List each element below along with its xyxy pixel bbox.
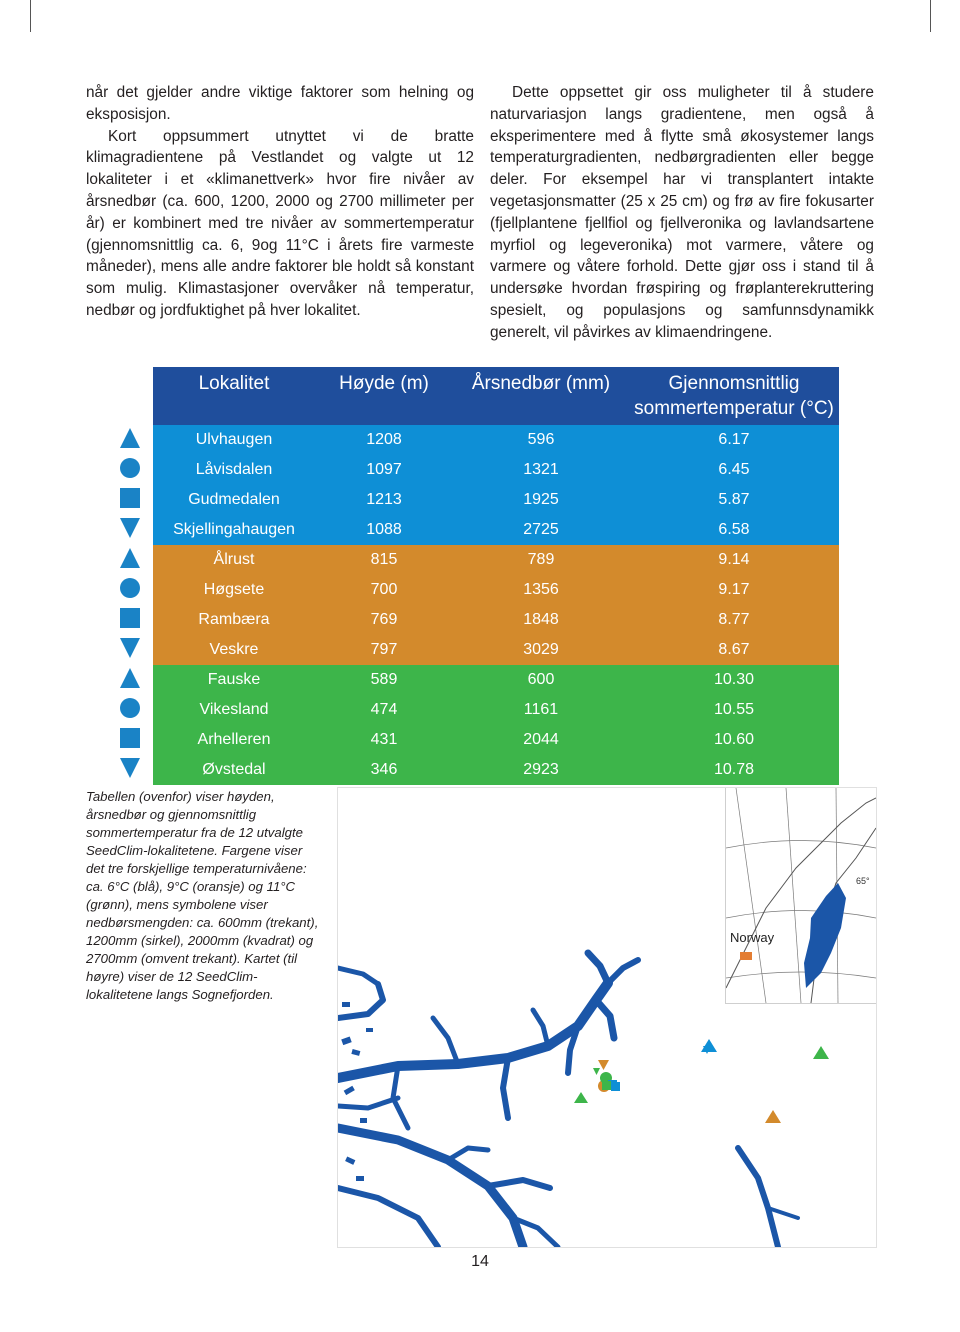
- locality-name-cell: Skjellingahaugen: [173, 521, 295, 538]
- height-cell: 797: [370, 641, 398, 658]
- temperature-cell: 10.30: [713, 671, 755, 688]
- paragraph: når det gjelder andre viktige faktorer som helning og eksposisjon.: [86, 84, 474, 123]
- text-column-right: [490, 82, 874, 344]
- crop-mark-right: [930, 0, 931, 32]
- inverted-triangle-icon: [117, 513, 143, 543]
- height-cell: 1208: [366, 431, 402, 448]
- table-row: [153, 635, 839, 665]
- locality-name-cell: Gudmedalen: [188, 491, 280, 508]
- triangle-icon: [117, 423, 143, 453]
- table-caption: Tabellen (ovenfor) viser høyden, årsnedbør og gjennomsnittlig sommertemperatur fra de 12 utvalgte SeedClim-lokalitetene. Fargene viser det tre forskjellige temperaturnivåene: ca. 6°C (blå), 9°C (oransje) og 11°C (grønn), mens symbolene viser nedbørsmengden: ca. 600mm (trekant), 1200mm (sirkel), 2000mm (kvadrat) og 2700mm (omvent trekant). Kartet (til høyre) viser de 12 SeedClim-lokalitetene langs Sognefjorden.: [86, 789, 319, 1002]
- table-row: [153, 665, 839, 695]
- column-header: Lokalitet: [198, 373, 270, 394]
- height-cell: 346: [370, 761, 398, 778]
- height-cell: 1088: [366, 521, 402, 538]
- locality-name-cell: Fauske: [207, 671, 261, 688]
- column-header: Høyde (m): [339, 373, 429, 394]
- study-area-marker: [740, 952, 752, 960]
- temperature-cell: 6.45: [718, 461, 750, 478]
- height-cell: 474: [370, 701, 398, 718]
- table-row: [153, 485, 839, 515]
- square-icon: [117, 603, 143, 633]
- temperature-cell: 9.17: [718, 581, 750, 598]
- triangle-icon: [117, 543, 143, 573]
- graticule: [726, 788, 876, 1003]
- precipitation-cell: 2725: [523, 521, 559, 538]
- temperature-cell: 10.55: [713, 701, 755, 718]
- table-row: [153, 545, 839, 575]
- locality-name-cell: Låvisdalen: [195, 461, 273, 478]
- height-cell: 1097: [366, 461, 402, 478]
- temperature-cell: 8.77: [718, 611, 750, 628]
- precipitation-cell: 789: [527, 551, 555, 568]
- table-row: [153, 695, 839, 725]
- coastal-islands: [341, 1002, 373, 1181]
- height-cell: 700: [370, 581, 398, 598]
- table-row: [153, 755, 839, 785]
- locality-name-cell: Arhelleren: [197, 731, 271, 748]
- precipitation-cell: 1161: [523, 701, 559, 718]
- locality-markers: [574, 1039, 829, 1123]
- inset-grid-label: 65°: [856, 876, 870, 886]
- sognefjord-map: [337, 787, 877, 1248]
- inverted-triangle-icon: [117, 753, 143, 783]
- locality-name-cell: Øvstedal: [202, 761, 266, 778]
- temperature-cell: 8.67: [718, 641, 750, 658]
- inset-graphic: [726, 788, 876, 1003]
- locality-name-cell: Ulvhaugen: [195, 431, 273, 448]
- circle-icon: [117, 573, 143, 603]
- square-icon: [117, 483, 143, 513]
- locality-name-cell: Vikesland: [199, 701, 269, 718]
- height-cell: 431: [370, 731, 398, 748]
- precipitation-cell: 596: [527, 431, 555, 448]
- height-cell: 769: [370, 611, 398, 628]
- circle-icon: [117, 453, 143, 483]
- norway-inset-map: [725, 788, 876, 1004]
- table-row: [153, 425, 839, 455]
- locality-name-cell: Rambæra: [198, 611, 270, 628]
- precipitation-cell: 1848: [523, 611, 559, 628]
- temperature-cell: 9.14: [718, 551, 750, 568]
- temperature-cell: 10.60: [713, 731, 755, 748]
- paragraph: Kort oppsummert utnyttet vi de bratte klimagradientene på Vestlandet og valgte ut 12 lokaliteter i et «klimanettverk» hvor fire nivåer av årsnedbør (ca. 600, 1200, 2000 og 2700 millimeter per år) er kombinert med tre nivåer av sommertemperatur (gjennomsnittlig ca. 6, 9og 11°C i årets fire varmeste måneder), mens alle andre faktorer ble holdt så konstant som mulig. Klimastasjoner overvåker nå temperatur, nedbør og jordfuktighet på hver lokalitet.: [86, 127, 474, 319]
- square-icon: [117, 723, 143, 753]
- temperature-cell: 6.17: [718, 431, 750, 448]
- locality-name-cell: Ålrust: [213, 551, 255, 568]
- precipitation-cell: 600: [527, 671, 555, 688]
- locality-name-cell: Høgsete: [203, 581, 265, 598]
- precipitation-symbol-legend: [117, 423, 143, 783]
- circle-icon: [117, 693, 143, 723]
- table-row: [153, 725, 839, 755]
- height-cell: 1213: [366, 491, 402, 508]
- table-header-row: [153, 367, 839, 425]
- inset-country-label: Norway: [730, 930, 775, 945]
- locality-name-cell: Veskre: [209, 641, 259, 658]
- table-row: [153, 455, 839, 485]
- height-cell: 815: [370, 551, 398, 568]
- text-column-left: [86, 82, 474, 322]
- column-header: Gjennomsnittlig sommertemperatur (°C): [634, 373, 834, 419]
- temperature-cell: 6.58: [718, 521, 750, 538]
- table-row: [153, 575, 839, 605]
- table-row: [153, 515, 839, 545]
- precipitation-cell: 1925: [523, 491, 559, 508]
- precipitation-cell: 3029: [523, 641, 559, 658]
- height-cell: 589: [370, 671, 398, 688]
- triangle-icon: [117, 663, 143, 693]
- inverted-triangle-icon: [117, 633, 143, 663]
- precipitation-cell: 2044: [523, 731, 559, 748]
- page-number: 14: [471, 1253, 489, 1270]
- temperature-cell: 5.87: [718, 491, 750, 508]
- baltic-sea: [804, 883, 846, 988]
- crop-mark-left: [30, 0, 31, 32]
- paragraph: Dette oppsettet gir oss muligheter til å studere naturvariasjon langs gradientene, men også å eksperimentere med å flytte små økosystemer langs temperaturgradienten, nedbørgradienten eller begge deler. For eksempel har vi transplantert intakte vegetasjonsmatter (25 x 25 cm) og frø av fire fokusarter (fjellplantene fjellfiol og fjellveronika og lavlandsartene myrfiol og legeveronika) mot varmere, våtere og varmere og våtere forhold. Dette gjør oss i stand til å undersøke hvordan frøspiring og frøplanterekruttering spesielt, og populasjons og samfunnsdynamikk generelt, vil påvirkes av klimaendringene.: [490, 84, 874, 341]
- precipitation-cell: 1356: [523, 581, 559, 598]
- precipitation-cell: 2923: [523, 761, 559, 778]
- table-row: [153, 605, 839, 635]
- temperature-cell: 10.78: [713, 761, 755, 778]
- precipitation-cell: 1321: [523, 461, 559, 478]
- locality-table: [153, 367, 839, 785]
- column-header: Årsnedbør (mm): [471, 373, 611, 394]
